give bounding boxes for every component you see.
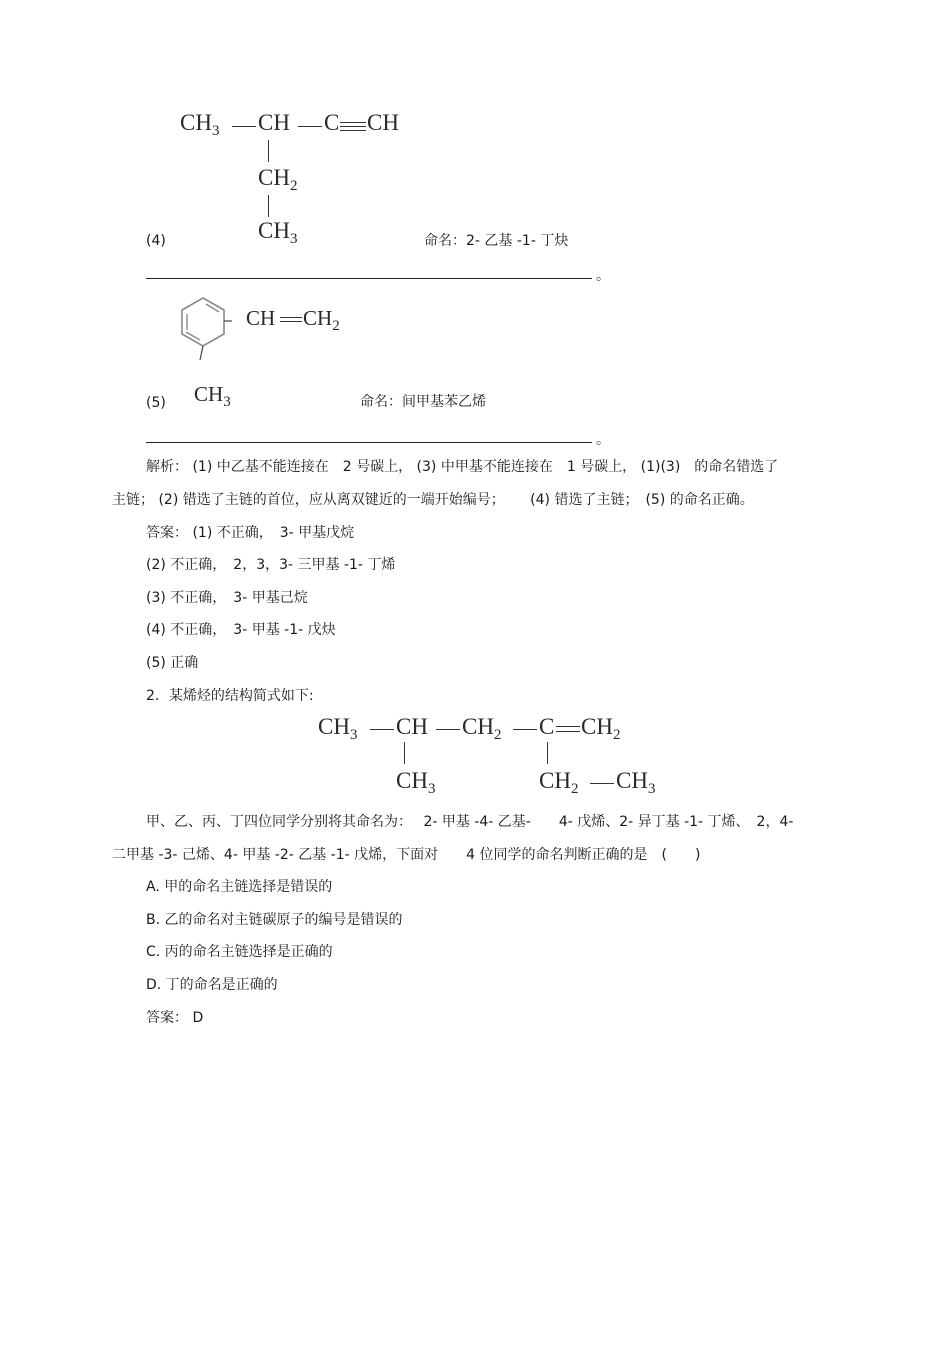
bond-line: [547, 742, 548, 764]
answer-blank-line: [146, 278, 592, 279]
question-2-answer: 答案： D: [146, 1010, 204, 1026]
q2-terminal-ch2: $CH_2$: [581, 714, 621, 743]
double-bond-line: [280, 317, 302, 318]
bond-line: [268, 140, 269, 162]
item4-ch-group: CH: [258, 110, 290, 135]
item4-ch2-group: $CH_2$: [258, 165, 298, 194]
bond-line: [404, 742, 405, 764]
answer-blank-line: [146, 442, 592, 443]
double-bond-line: [280, 321, 302, 322]
bond-line: [370, 729, 394, 730]
q2-ch-group: CH: [396, 714, 428, 739]
analysis-line-2: 主链； (2) 错选了主链的首位，应从离双键近的一端开始编号； (4) 错选了主链； (5) 的命名正确。: [112, 492, 754, 508]
q2-branch-ch3: $CH_3$: [396, 768, 436, 797]
answer-line-4: (4) 不正确， 3- 甲基 -1- 戊炔: [146, 622, 336, 638]
question-2-structure: [318, 714, 678, 804]
end-mark: 。: [596, 432, 610, 448]
option-c: C. 丙的命名主链选择是正确的: [146, 944, 333, 960]
option-b: B. 乙的命名对主链碳原子的编号是错误的: [146, 912, 403, 928]
item4-label: (4): [146, 233, 166, 249]
item4-terminal-ch: CH: [367, 110, 399, 135]
bond-line: [298, 126, 322, 127]
triple-bond-line: [340, 130, 366, 131]
bond-line: [513, 729, 537, 730]
vinyl-ch2-group: $CH_2$: [303, 306, 340, 334]
item4-ch3-bottom: $CH_3$: [258, 218, 298, 247]
bond-line: [590, 783, 614, 784]
double-bond-line: [556, 726, 580, 727]
item5-name: 命名：间甲基苯乙烯: [360, 394, 486, 410]
q2-branch-ch3-end: $CH_3$: [616, 768, 656, 797]
item4-name: 命名：2- 乙基 -1- 丁炔: [424, 233, 569, 249]
q2-branch-ch2: $CH_2$: [539, 768, 579, 797]
option-a: A. 甲的命名主链选择是错误的: [146, 879, 333, 895]
double-bond-line: [556, 731, 580, 732]
analysis-line-1: 解析： (1) 中乙基不能连接在 2 号碳上， (3) 中甲基不能连接在 1 号碳上， (1)(3) 的命名错选了: [146, 459, 779, 475]
item4-ch3-group: $CH_3$: [180, 110, 220, 139]
option-d: D. 丁的命名是正确的: [146, 977, 278, 993]
methyl-group: $CH_3$: [194, 382, 231, 410]
bond-line: [232, 126, 256, 127]
bond-line: [436, 729, 460, 730]
question-2-text-1: 甲、乙、丙、丁四位同学分别将其命名为： 2- 甲基 -4- 乙基- 4- 戊烯、2- 异丁基 -1- 丁烯、 2，4-: [146, 814, 794, 830]
triple-bond-line: [340, 126, 366, 127]
answer-line-5: (5) 正确: [146, 655, 199, 671]
item5-structure: [172, 292, 372, 412]
end-mark: 。: [596, 268, 610, 284]
benzene-ring-icon: [172, 292, 232, 372]
item4-structure: [180, 110, 420, 250]
vinyl-group: CH: [246, 306, 276, 330]
question-2-stem: 2．某烯烃的结构简式如下:: [146, 688, 314, 704]
bond-line: [268, 195, 269, 217]
item4-c-group: C: [324, 110, 340, 135]
item5-label: (5): [146, 395, 166, 411]
question-2-text-2: 二甲基 -3- 己烯、4- 甲基 -2- 乙基 -1- 戊烯，下面对 4 位同学的命名判断正确的是 ( ): [112, 847, 701, 863]
q2-c-group: C: [539, 714, 555, 739]
q2-ch2-group: $CH_2$: [462, 714, 502, 743]
triple-bond-line: [340, 122, 366, 123]
answer-line-2: (2) 不正确， 2，3，3- 三甲基 -1- 丁烯: [146, 557, 396, 573]
answer-line-1: 答案： (1) 不正确， 3- 甲基戊烷: [146, 525, 355, 541]
q2-ch3-group: $CH_3$: [318, 714, 358, 743]
answer-line-3: (3) 不正确， 3- 甲基己烷: [146, 590, 308, 606]
